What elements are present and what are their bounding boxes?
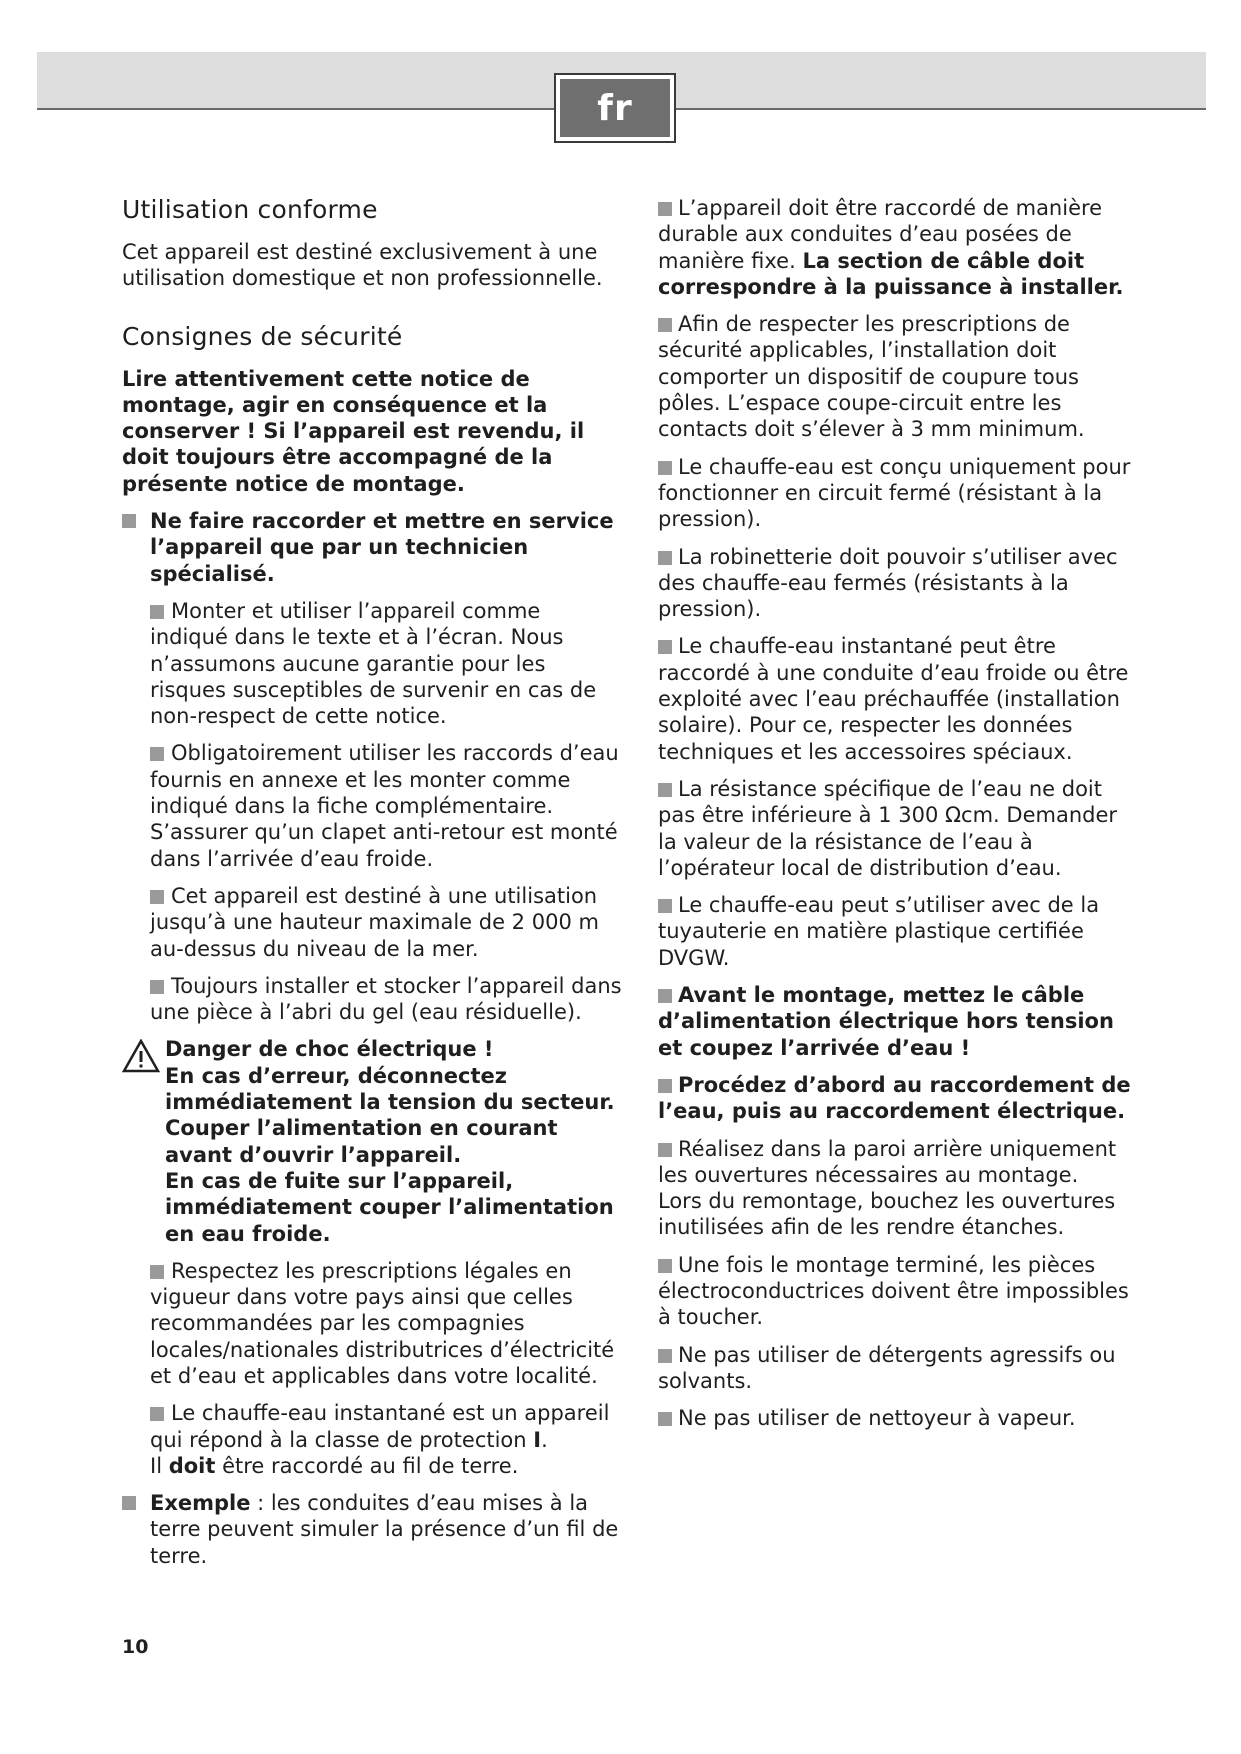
list-item [658, 1136, 1136, 1241]
square-bullet-icon [122, 1496, 136, 1510]
list-item-text: : les conduites d’eau mises à la terre peuvent simuler la présence d’un fil de terre. [150, 1491, 619, 1568]
list-item-text: Respectez les prescriptions légales en vigueur dans votre pays ainsi que celles recommandées par les compagnies locales/nationales distributrices d’électricité et d’eau et applicables dans votre localité. [150, 1258, 615, 1388]
list-item [658, 195, 1136, 300]
list-item-text: Une fois le montage terminé, les pièces électroconductrices doivent être impossibles à toucher. [658, 1252, 1129, 1330]
list-item [658, 982, 1136, 1061]
square-bullet-icon [150, 605, 164, 619]
language-label: fr [560, 79, 670, 137]
list-item [122, 508, 622, 587]
list-item-text: Réalisez dans la paroi arrière uniquement les ouvertures nécessaires au montage. [658, 1136, 1117, 1187]
list-item-text: Procédez d’abord au raccordement de l’eau, puis au raccordement électrique. [658, 1072, 1131, 1124]
square-bullet-icon [122, 514, 136, 528]
square-bullet-icon [658, 1412, 672, 1426]
list-item [658, 633, 1136, 764]
list-item-text: L’appareil doit être raccordé de manière durable aux conduites d’eau posées de manière fixe. [658, 196, 1103, 273]
list-item [122, 1490, 622, 1569]
list-item-text: Ne pas utiliser de nettoyeur à vapeur. [678, 1406, 1076, 1431]
list-item [658, 544, 1136, 623]
square-bullet-icon [658, 551, 672, 565]
square-bullet-icon [658, 1259, 672, 1273]
square-bullet-icon [150, 747, 164, 761]
list-item [122, 598, 622, 729]
list-item [658, 311, 1136, 442]
protection-class: I [533, 1427, 542, 1452]
warning-triangle-icon [122, 1039, 160, 1073]
list-item [658, 1342, 1136, 1395]
list-item-text: Le chauffe-eau instantané est un appareil qui répond à la classe de protection [150, 1401, 610, 1452]
list-item-text: Ne faire raccorder et mettre en service l’appareil que par un technicien spécialisé. [150, 509, 614, 586]
square-bullet-icon [150, 1407, 164, 1421]
list-item-bold-text: La section de câble doit correspondre à la puissance à installer. [658, 248, 1124, 299]
square-bullet-icon [658, 461, 672, 475]
list-item-text: Toujours installer et stocker l’appareil dans une pièce à l’abri du gel (eau résiduelle). [150, 973, 622, 1025]
emphasis: doit [168, 1453, 216, 1478]
square-bullet-icon [658, 989, 672, 1003]
warning-line: En cas d’erreur, déconnectez immédiatement la tension du secteur. [165, 1063, 615, 1115]
square-bullet-icon [658, 318, 672, 332]
list-item [658, 776, 1136, 881]
list-item [658, 892, 1136, 971]
list-item-text: être raccordé au fil de terre. [222, 1453, 519, 1478]
square-bullet-icon [658, 202, 672, 216]
list-item [658, 454, 1136, 533]
page-number: 10 [122, 1636, 149, 1658]
section-heading-safety: Consignes de sécurité [122, 321, 403, 351]
square-bullet-icon [658, 640, 672, 654]
list-item-text: Avant le montage, mettez le câble d’alimentation électrique hors tension et coupez l’arrivée d’eau ! [658, 983, 1114, 1060]
list-item-text: Obligatoirement utiliser les raccords d’eau fournis en annexe et les monter comme indiqué dans la fiche complémentaire. S’assurer qu’un clapet anti-retour est monté dans l’arrivée d’eau froide. [150, 741, 619, 871]
list-item [122, 1400, 622, 1479]
list-item [658, 1072, 1136, 1125]
list-item-text: La robinetterie doit pouvoir s’utiliser avec des chauffe-eau fermés (résistants à la pression). [658, 544, 1118, 622]
section-heading-intended-use: Utilisation conforme [122, 195, 378, 224]
list-item-text: Le chauffe-eau est conçu uniquement pour fonctionner en circuit fermé (résistant à la pression). [658, 454, 1131, 532]
square-bullet-icon [658, 783, 672, 797]
list-item-text: Cet appareil est destiné à une utilisation jusqu’à une hauteur maximale de 2 000 m au-dessus du niveau de la mer. [150, 883, 599, 961]
list-item-text: La résistance spécifique de l’eau ne doit pas être inférieure à 1 300 Ωcm. Demander la valeur de la résistance de l’eau à l’opérateur local de distribution d’eau. [658, 776, 1118, 880]
list-item-text: Le chauffe-eau peut s’utiliser avec de la tuyauterie en matière plastique certifiée DVGW. [658, 893, 1100, 970]
list-item-text: Il [150, 1453, 163, 1478]
language-tab [554, 73, 676, 143]
list-item-text: Monter et utiliser l’appareil comme indiqué dans le texte et à l’écran. Nous n’assumons aucune garantie pour les risques susceptibles de survenir en cas de non-respect de cette notice. [150, 598, 597, 729]
list-item-text: Afin de respecter les prescriptions de sécurité applicables, l’installation doit comporter un dispositif de coupure tous pôles. L’espace coupe-circuit entre les contacts doit s’élever à 3 mm minimum. [658, 312, 1085, 442]
right-column [658, 195, 1136, 1442]
example-label: Exemple [150, 1491, 251, 1516]
electric-shock-warning [122, 1036, 622, 1246]
list-item [658, 1405, 1136, 1431]
list-item [122, 973, 622, 1026]
square-bullet-icon [658, 899, 672, 913]
list-item [658, 1252, 1136, 1331]
list-item-text: . [541, 1427, 548, 1452]
square-bullet-icon [150, 890, 164, 904]
warning-line: En cas de fuite sur l’appareil, immédiatement couper l’alimentation en eau froide. [165, 1168, 614, 1246]
list-item [122, 883, 622, 962]
warning-line: Couper l’alimentation en courant avant d’ouvrir l’appareil. [165, 1116, 558, 1167]
list-item-text: Ne pas utiliser de détergents agressifs ou solvants. [658, 1342, 1116, 1393]
safety-bold-notice: Lire attentivement cette notice de montage, agir en conséquence et la conserver ! Si l’appareil est revendu, il doit toujours être accompagné de la présente notice de montage. [122, 366, 585, 496]
list-item-text: Lors du remontage, bouchez les ouvertures inutilisées afin de les rendre étanches. [658, 1189, 1116, 1240]
square-bullet-icon [658, 1349, 672, 1363]
square-bullet-icon [150, 980, 164, 994]
square-bullet-icon [150, 1265, 164, 1279]
square-bullet-icon [658, 1079, 672, 1093]
warning-line: Danger de choc électrique ! [165, 1037, 494, 1062]
square-bullet-icon [658, 1143, 672, 1157]
list-item-text: Le chauffe-eau instantané peut être raccordé à une conduite d’eau froide ou être exploité avec l’eau préchauffée (installation solaire). Pour ce, respecter les données techniques et les accessoires spéciaux. [658, 634, 1129, 764]
intended-use-text: Cet appareil est destiné exclusivement à une utilisation domestique et non professionnelle. [122, 240, 603, 291]
list-item [122, 1258, 622, 1389]
left-column [122, 195, 622, 1580]
list-item [122, 740, 622, 871]
